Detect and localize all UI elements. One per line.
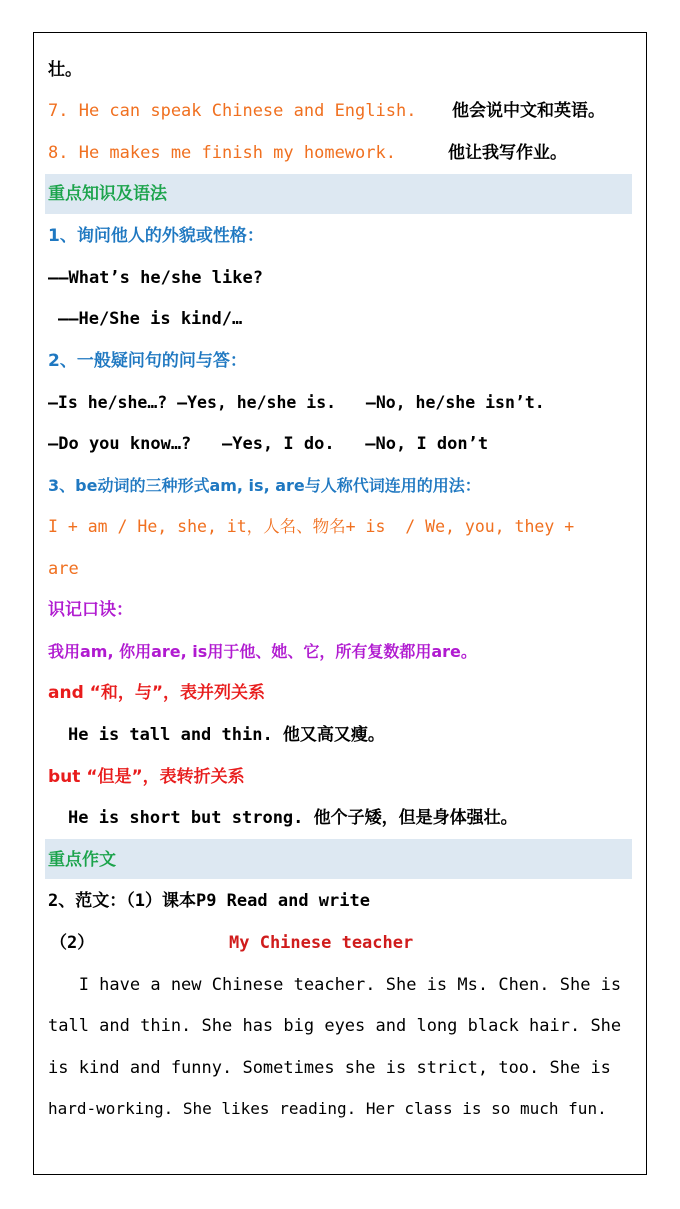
essay-paragraph-line: tall and thin. She has big eyes and long black hair. She xyxy=(48,1016,622,1036)
essay-paragraph-line: hard-working. She likes reading. Her class is so much fun. xyxy=(48,1099,607,1118)
rule-line: I + am / He, she, it，人名、物名+ is / We, you, they + xyxy=(48,517,575,536)
sentence-7-chinese: 他会说中文和英语。 xyxy=(452,101,605,121)
and-rule-title: and “和，与”，表并列关系 xyxy=(48,683,266,703)
sample-essay-reference: 2、范文：（1）课本P9 Read and write xyxy=(48,891,370,911)
sentence-8-chinese: 他让我写作业。 xyxy=(448,143,567,163)
dialog-question: ——What’s he/she like? xyxy=(48,268,263,288)
subheading-be-verb: 3、be动词的三种形式am, is, are与人称代词连用的用法： xyxy=(48,476,481,495)
subheading-ask-appearance: 1、询问他人的外貌或性格： xyxy=(48,226,264,246)
but-example: He is short but strong. 他个子矮，但是身体强壮。 xyxy=(68,808,518,828)
sentence-7-english: 7. He can speak Chinese and English. xyxy=(48,101,417,121)
text-line: 壮。 xyxy=(48,60,82,80)
but-rule-title: but “但是”，表转折关系 xyxy=(48,767,245,787)
dialog-line: —Is he/she…? —Yes, he/she is. —No, he/she isn’t. xyxy=(48,393,545,412)
dialog-answer: ——He/She is kind/… xyxy=(58,309,243,329)
dialog-line: —Do you know…? —Yes, I do. —No, I don’t xyxy=(48,434,489,454)
subheading-yes-no-question: 2、一般疑问句的问与答： xyxy=(48,351,247,371)
section-heading-composition: 重点作文 xyxy=(48,850,116,870)
essay-number: （2） xyxy=(50,933,95,953)
essay-title: My Chinese teacher xyxy=(229,933,414,953)
essay-paragraph-line: I have a new Chinese teacher. She is Ms. Chen. She is xyxy=(48,975,622,995)
rule-line-cont: are xyxy=(48,559,79,579)
mnemonic-text: 我用am, 你用are, is用于他、她、它，所有复数都用are。 xyxy=(48,642,477,661)
mnemonic-heading: 识记口诀： xyxy=(48,600,133,620)
sentence-8-english: 8. He makes me finish my homework. xyxy=(48,143,396,163)
essay-paragraph-line: is kind and funny. Sometimes she is strict, too. She is xyxy=(48,1058,611,1078)
section-heading-knowledge: 重点知识及语法 xyxy=(48,184,167,204)
and-example: He is tall and thin. 他又高又瘦。 xyxy=(68,725,385,745)
